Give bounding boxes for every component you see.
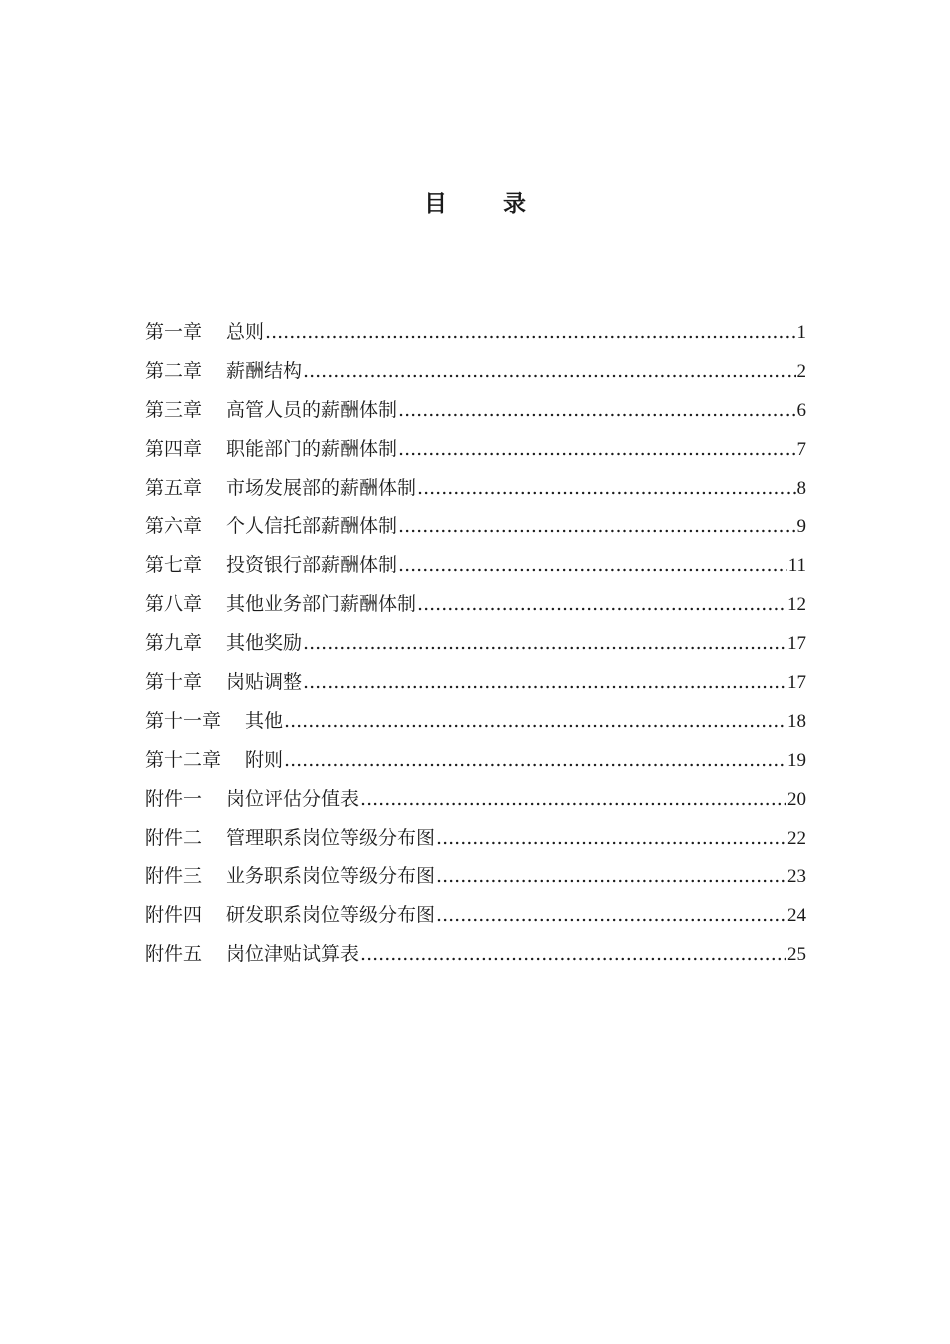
toc-chapter: 附件三 xyxy=(145,865,203,888)
toc-title: 附则 xyxy=(245,748,284,771)
dot-leader xyxy=(417,585,786,624)
toc-chapter: 第十一章 xyxy=(145,709,222,732)
toc-page-number: 2 xyxy=(796,360,806,382)
toc-title: 业务职系岗位等级分布图 xyxy=(226,865,436,888)
toc-title: 薪酬结构 xyxy=(226,359,303,382)
dot-leader xyxy=(303,352,795,391)
toc-chapter: 第五章 xyxy=(145,476,203,499)
toc-chapter: 第十章 xyxy=(145,671,203,694)
toc-page-number: 17 xyxy=(787,672,806,694)
toc-entry[interactable] xyxy=(145,546,806,585)
dot-leader xyxy=(436,896,786,935)
toc-title: 总则 xyxy=(226,321,265,343)
toc-chapter: 第一章 xyxy=(145,321,203,343)
toc-chapter: 第九章 xyxy=(145,632,203,655)
toc-entry[interactable] xyxy=(145,313,806,352)
toc-entry[interactable] xyxy=(145,857,806,896)
toc-title: 岗位津贴试算表 xyxy=(226,943,360,966)
toc-page-number: 25 xyxy=(787,944,806,966)
toc-entry[interactable] xyxy=(145,702,806,741)
dot-leader xyxy=(303,624,786,663)
toc-page-number: 20 xyxy=(787,788,806,810)
dot-leader xyxy=(303,663,786,702)
dot-leader xyxy=(360,935,786,974)
toc-page-number: 19 xyxy=(787,749,806,771)
toc-title: 研发职系岗位等级分布图 xyxy=(226,904,436,927)
toc-entry[interactable] xyxy=(145,819,806,858)
toc-chapter: 第八章 xyxy=(145,593,203,616)
toc-entry[interactable] xyxy=(145,935,806,974)
toc-chapter: 第六章 xyxy=(145,515,203,538)
dot-leader xyxy=(360,780,786,819)
dot-leader xyxy=(398,391,795,430)
page-title: 目 录 xyxy=(423,190,550,217)
toc-chapter: 附件五 xyxy=(145,943,203,966)
dot-leader xyxy=(398,430,795,469)
dot-leader xyxy=(284,702,786,741)
toc-entry[interactable] xyxy=(145,780,806,819)
toc-chapter: 第二章 xyxy=(145,359,203,382)
toc-title: 岗贴调整 xyxy=(226,671,303,694)
toc-chapter: 附件一 xyxy=(145,787,203,810)
toc-chapter: 附件四 xyxy=(145,904,203,927)
toc-page-number: 9 xyxy=(796,516,806,538)
toc-entry[interactable] xyxy=(145,507,806,546)
toc-page-number: 1 xyxy=(796,322,806,343)
toc-page-number: 23 xyxy=(787,866,806,888)
toc-entry[interactable] xyxy=(145,741,806,780)
dot-leader xyxy=(398,546,787,585)
dot-leader xyxy=(436,819,786,858)
toc-title: 岗位评估分值表 xyxy=(226,787,360,810)
toc-entry[interactable] xyxy=(145,391,806,430)
toc-page-number: 17 xyxy=(787,633,806,655)
toc-chapter: 附件二 xyxy=(145,826,203,849)
toc-entry[interactable] xyxy=(145,896,806,935)
toc-page-number: 6 xyxy=(796,399,806,421)
toc-title: 其他奖励 xyxy=(226,632,303,655)
toc-title: 投资银行部薪酬体制 xyxy=(226,554,398,577)
toc-title: 高管人员的薪酬体制 xyxy=(226,398,398,421)
dot-leader xyxy=(265,313,795,352)
toc-title: 其他业务部门薪酬体制 xyxy=(226,593,417,616)
toc-entry[interactable] xyxy=(145,663,806,702)
toc-entry[interactable] xyxy=(145,352,806,391)
table-of-contents xyxy=(145,313,806,974)
toc-chapter: 第四章 xyxy=(145,437,203,460)
toc-entry[interactable] xyxy=(145,430,806,469)
toc-page-number: 11 xyxy=(787,555,806,577)
toc-entry[interactable] xyxy=(145,624,806,663)
toc-title: 管理职系岗位等级分布图 xyxy=(226,826,436,849)
toc-page-number: 12 xyxy=(787,594,806,616)
toc-page-number: 22 xyxy=(787,827,806,849)
toc-entry[interactable] xyxy=(145,585,806,624)
toc-entry[interactable] xyxy=(145,469,806,508)
toc-title: 其他 xyxy=(245,709,284,732)
toc-chapter: 第三章 xyxy=(145,398,203,421)
toc-chapter: 第十二章 xyxy=(145,748,222,771)
dot-leader xyxy=(436,857,786,896)
dot-leader xyxy=(284,741,786,780)
toc-chapter: 第七章 xyxy=(145,554,203,577)
toc-page-number: 8 xyxy=(796,477,806,499)
toc-page-number: 7 xyxy=(796,438,806,460)
toc-page-number: 24 xyxy=(787,905,806,927)
toc-title: 职能部门的薪酬体制 xyxy=(226,437,398,460)
dot-leader xyxy=(417,469,795,508)
dot-leader xyxy=(398,507,795,546)
toc-title: 个人信托部薪酬体制 xyxy=(226,515,398,538)
toc-title: 市场发展部的薪酬体制 xyxy=(226,476,417,499)
toc-page-number: 18 xyxy=(787,710,806,732)
